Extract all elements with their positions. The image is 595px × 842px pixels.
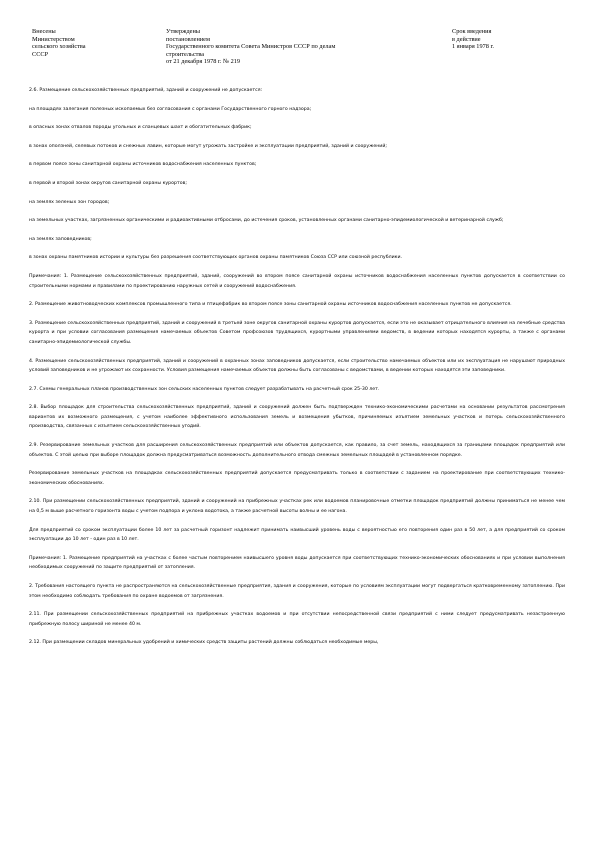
header-line: Внесены xyxy=(32,28,56,35)
header-introduced-by xyxy=(32,28,142,58)
paragraph: 2.8. Выбор площадок для строительства сельскохозяйственных предприятий, зданий и сооружений должен быть подтвержден технико-экономическими расчетами на основании результатов рассмотрения вариантов их возможного размещения, с учетом наиболее эффективного использования земель и возмещения убытков, причиняемых изъятием земельных участков и потерь сельскохозяйственного производства, связанных с изъятием сельскохозяйственных угодий. xyxy=(29,405,565,430)
header-line: от 21 декабря 1978 г. № 219 xyxy=(166,58,241,66)
header-line: Срок введения xyxy=(452,28,492,35)
note-paragraph: Примечания: 1. Размещение сельскохозяйственных предприятий, зданий, сооружений во втором поясе санитарной охраны источников водоснабжения населенных пунктов допускается в соответствии со строительными нормами и правилами по проектированию наружных сетей и сооружений водоснабжения. xyxy=(29,273,565,289)
header-line: в действие xyxy=(452,35,481,43)
paragraph: на землях заповедников; xyxy=(29,236,92,242)
paragraph: на земельных участках, загрязненных органическими и радиоактивными отбросами, до истечения сроков, установленных органами санитарно-эпидемиологической и ветеринарной служб; xyxy=(29,218,504,224)
paragraph: 2.11. При размещении сельскохозяйственных предприятий на прибрежных участках водоемов и при отсутствии непосредственной связи предприятий с ними следует предусматривать незастроенную прибрежную полосу шириной не менее 40 м. xyxy=(29,612,565,627)
paragraph: 2.12. При размещении складов минеральных удобрений и химических средств защиты растений должны соблюдаться необходимые меры, xyxy=(29,640,379,646)
note-paragraph: 3. Размещение сельскохозяйственных предприятий, зданий и сооружений в третьей зоне округов санитарной охраны курортов допускается, если это не оказывает отрицательного влияния на лечебные средства курорта и при условии согласования размещения намечаемых объектов Советом пpoфсоюзов трудящихся, курортными управлениями ведомств, в ведении которых находятся курорты, а также с органами санитарно-эпидемиологической службы. xyxy=(29,320,565,345)
paragraph: на площадях залегания полезных ископаемых без согласования с органами Государственного горного надзора; xyxy=(29,106,312,112)
header-line: сельского хозяйства xyxy=(32,43,86,51)
header-approved-by xyxy=(166,28,436,66)
paragraph: 2.7. Схемы генеральных планов производственных зон сельских населенных пунктов следует разрабатывать на расчетный срок 25-30 лет. xyxy=(29,386,380,392)
paragraph: в первой и второй зонах округов санитарной охраны курортов; xyxy=(29,180,187,186)
header-line: 1 января 1978 г. xyxy=(452,43,494,51)
paragraph: Для предприятий со сроком эксплуатации более 10 лет за расчетный горизонт надлежит принимать наивысший уровень воды с вероятностью его повторения один раз в 50 лет, а для предприятий со сроком эксплуатации до 10 лет - один раз в 10 лет. xyxy=(29,527,565,543)
paragraph: в зонах охраны памятников истории и культуры без разрешения соответствующих органов охраны памятников Союза ССР или союзной республики. xyxy=(29,255,402,261)
paragraph: 2.9. Резервирование земельных участков для расширения сельскохозяйственных предприятий или объектов допускается, как правило, за счет земель, находящихся за границами площадок предприятий или объектов. С этой целью при выборе площадок должна предусматриваться возможность дополнительного отвода смежных земельных площадей в установленном порядке. xyxy=(29,443,565,458)
header-line: СССР xyxy=(32,50,49,58)
header-line: Государственного комитета Совета Министров СССР по делам xyxy=(166,43,336,51)
note-paragraph: 4. Размещение сельскохозяйственных предприятий, зданий и сооружений в охранных зонах заповедников допускается, если строительство намечаемых объектов или их эксплуатация не нарушают природных условий заповедников и не угрожают их сохранности. Условия размещения намечаемых объектов должны быть согласованы с ведомствами, в ведении которых находятся эти заповедники. xyxy=(29,358,565,374)
note-paragraph: 2. Размещение животноводческих комплексов промышленного типа и птицефабрик во втором поясе зоны санитарной охраны источников водоснабжения населенных пунктов не допускается. xyxy=(29,302,512,308)
paragraph: на землях зеленых зон городов; xyxy=(29,199,110,205)
header-line: Министерством xyxy=(32,35,75,43)
paragraph: в первом поясе зоны санитарной охраны источников водоснабжения населенных пунктов; xyxy=(29,162,257,168)
header-line: Утверждены xyxy=(166,28,201,35)
note-paragraph: 2. Требования настоящего пункта не распространяются на сельскохозяйственные предприятия, здания и сооружения, которые по условиям эксплуатации могут подвергаться кратковременному затоплению. При этом необходимо соблюдать требования по охране водоемов от загрязнения. xyxy=(29,584,565,599)
paragraph: 2.10. При размещении сельскохозяйственных предприятий, зданий и сооружений на прибрежных участках рек или водоемов планировочные отметки площадок предприятий должны приниматься не менее чем на 0,5 м выше расчетного горизонта воды с учетом подпора и уклона водотока, а также расчетной высоты волны и ее нагона. xyxy=(29,499,565,515)
header-line: постановлением xyxy=(166,35,210,43)
paragraph: 2.6. Размещение сельскохозяйственных предприятий, зданий и сооружений не допускается: xyxy=(29,88,263,93)
header-effective-date xyxy=(452,28,572,51)
document-body xyxy=(29,86,565,648)
paragraph: в опасных зонах отвалов породы угольных и сланцевых шахт и обогатительных фабрик; xyxy=(29,125,252,131)
header-line: строительства xyxy=(166,50,205,58)
note-paragraph: Примечания: 1. Размещение предприятий на участках с более частым повторением наивысшего уровня воды допускается при соответствующих технико-экономических обоснованиях и при условии выполнения необходимых сооружений по защите предприятий от затопления. xyxy=(29,555,565,571)
paragraph: в зонах оползней, селевых потоков и снежных лавин, которые могут угрожать застройке и эксплуатации предприятий, зданий и сооружений; xyxy=(29,143,387,149)
paragraph: Резервирование земельных участков на площадках сельскохозяйственных предприятий допускается предусматривать только в соответствии с заданием на проектирование при соответствующих технико-экономических обоснованиях. xyxy=(29,471,565,486)
